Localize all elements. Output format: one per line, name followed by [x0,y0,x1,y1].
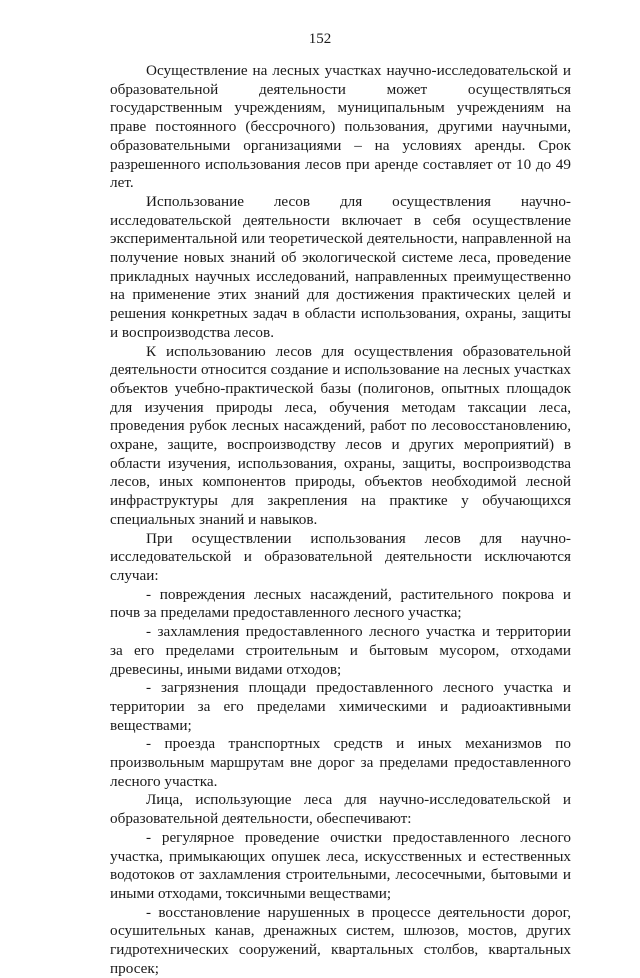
list-item-vehicle-passage: - проезда транспортных средств и иных механизмов по произвольным маршрутам вне дорог за пределами предоставленного лесного участка. [110,735,571,790]
list-item-restoration: - восстановление нарушенных в процессе деятельности дорог, осушительных канав, дренажных систем, шлюзов, мостов, других гидротехнических сооружений, квартальных столбов, квартальных просек; [110,903,571,977]
paragraph-obligations: Лица, использующие леса для научно-исследовательской и образовательной деятельности, обеспечивают: [110,791,571,828]
list-item-pollution: - загрязнения площади предоставленного лесного участка и территории за его пределами химическими и радиоактивными веществами; [110,679,571,734]
paragraph-excluded-cases: При осуществлении использования лесов для научно-исследовательской и образовательной деятельности исключаются случаи: [110,529,571,584]
paragraph-research-leasing: Осуществление на лесных участках научно-исследовательской и образовательной деятельности может осуществляться государственным учреждениям, муниципальным учреждениям на праве постоянного (бессрочного) пользования, другими научными, образовательными организациями – на условиях аренды. Срок разрешенного использования лесов при аренде составляет от 10 до 49 лет. [110,62,571,192]
list-item-littering: - захламления предоставленного лесного участка и территории за его пределами строительным и бытовым мусором, отходами древесины, иными видами отходов; [110,623,571,678]
body-text [110,62,571,978]
list-item-damage: - повреждения лесных насаждений, растительного покрова и почв за пределами предоставленного лесного участка; [110,585,571,622]
paragraph-educational-activity: К использованию лесов для осуществления образовательной деятельности относится создание и использование на лесных участках объектов учебно-практической базы (полигонов, опытных площадок для изучения природы леса, обучения методам таксации леса, проведения рубок лесных насаждений, работ по лесовосстановлению, охране, защите, воспроизводству лесов и других мероприятий) в области изучения, использования, охраны, защиты, воспроизводства лесов, иных компонентов природы, объектов необходимой лесной инфраструктуры для закрепления на практике у обучающихся специальных знаний и навыков. [110,342,571,528]
list-item-cleaning: - регулярное проведение очистки предоставленного лесного участка, примыкающих опушек леса, искусственных и естественных водотоков от захламления строительными, лесосечными, бытовыми и иными отходами, токсичными веществами; [110,828,571,902]
paragraph-research-activity: Использование лесов для осуществления научно-исследовательской деятельности включает в себя осуществление экспериментальной или теоретической деятельности, направленной на получение новых знаний об экологической системе леса, проведение прикладных научных исследований, направленных преимущественно на применение этих знаний для достижения практических целей и решения конкретных задач в области использования, охраны, защиты и воспроизводства лесов. [110,192,571,341]
page-number: 152 [308,31,332,47]
